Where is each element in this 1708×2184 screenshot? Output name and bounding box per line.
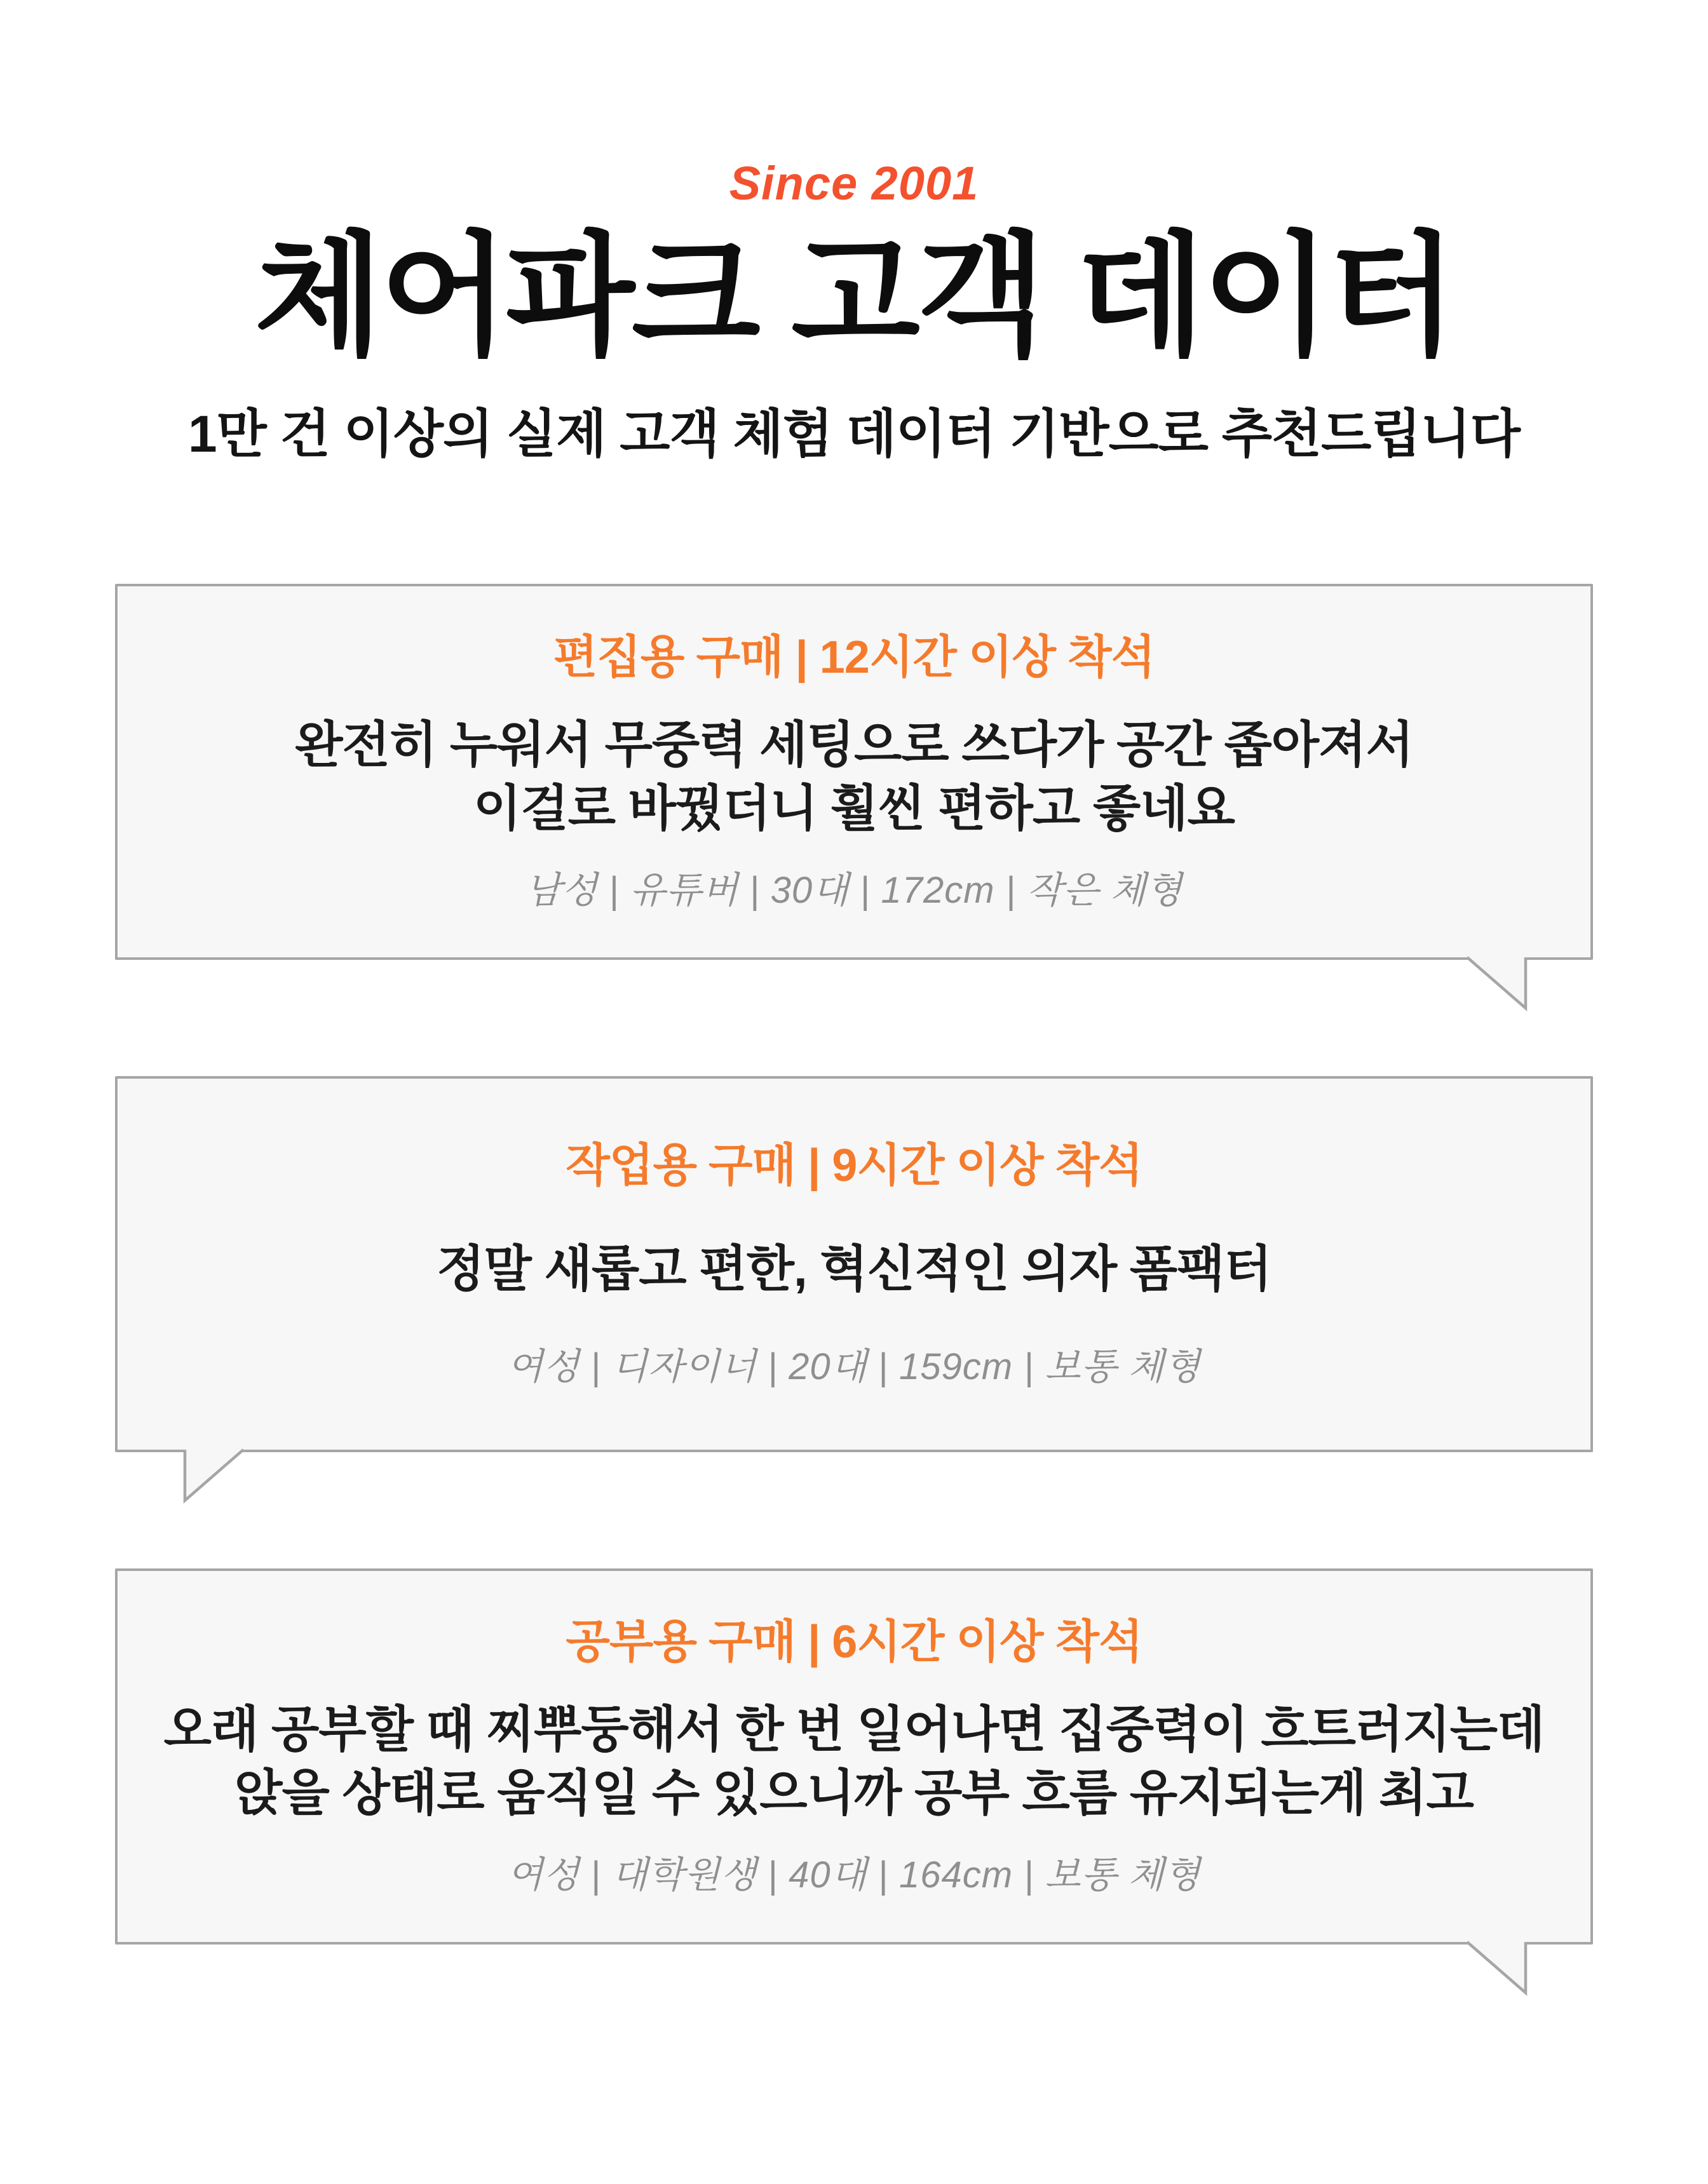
testimonial-card-editing: [115, 584, 1593, 960]
quote-line: 이걸로 바꿨더니 훨씬 편하고 좋네요: [473, 779, 1235, 836]
purchase-tag: 작업용 구매 | 9시간 이상 착석: [566, 1140, 1142, 1192]
customer-profile: 남성 | 유튜버 | 30대 | 172cm | 작은 체형: [525, 869, 1183, 911]
purchase-tag: 편집용 구매 | 12시간 이상 착석: [553, 632, 1155, 684]
testimonial-card-work: [115, 1076, 1593, 1452]
quote-line: 정말 새롭고 편한, 혁신적인 의자 폼팩터: [437, 1240, 1271, 1297]
quote-line: 오래 공부할 때 찌뿌둥해서 한 번 일어나면 집중력이 흐트러지는데: [163, 1701, 1545, 1757]
quote-line: 완전히 누워서 무중력 세팅으로 쓰다가 공간 좁아져서: [295, 716, 1413, 772]
customer-profile: 여성 | 디자이너 | 20대 | 159cm | 보통 체형: [507, 1345, 1201, 1387]
hero-section: [0, 0, 1708, 463]
speech-bubble-tail-icon: [182, 1446, 244, 1504]
quote-text: [295, 713, 1413, 840]
testimonial-card-study: [115, 1568, 1593, 1945]
speech-bubble-tail-icon: [1467, 1938, 1528, 1997]
since-label: Since 2001: [729, 157, 979, 210]
quote-text: [164, 1698, 1545, 1825]
quote-line: 앉을 상태로 움직일 수 있으니까 공부 흐름 유지되는게 최고: [234, 1764, 1474, 1821]
customer-profile: 여성 | 대학원생 | 40대 | 164cm | 보통 체형: [507, 1854, 1201, 1896]
speech-bubble-tail-icon: [1467, 954, 1528, 1012]
purchase-tag: 공부용 구매 | 6시간 이상 착석: [566, 1617, 1142, 1668]
page-title: 체어파크 고객 데이터: [254, 222, 1454, 371]
quote-text: [437, 1237, 1271, 1301]
page-subtitle: 1만 건 이상의 실제 고객 체험 데이터 기반으로 추천드립니다: [188, 405, 1520, 463]
